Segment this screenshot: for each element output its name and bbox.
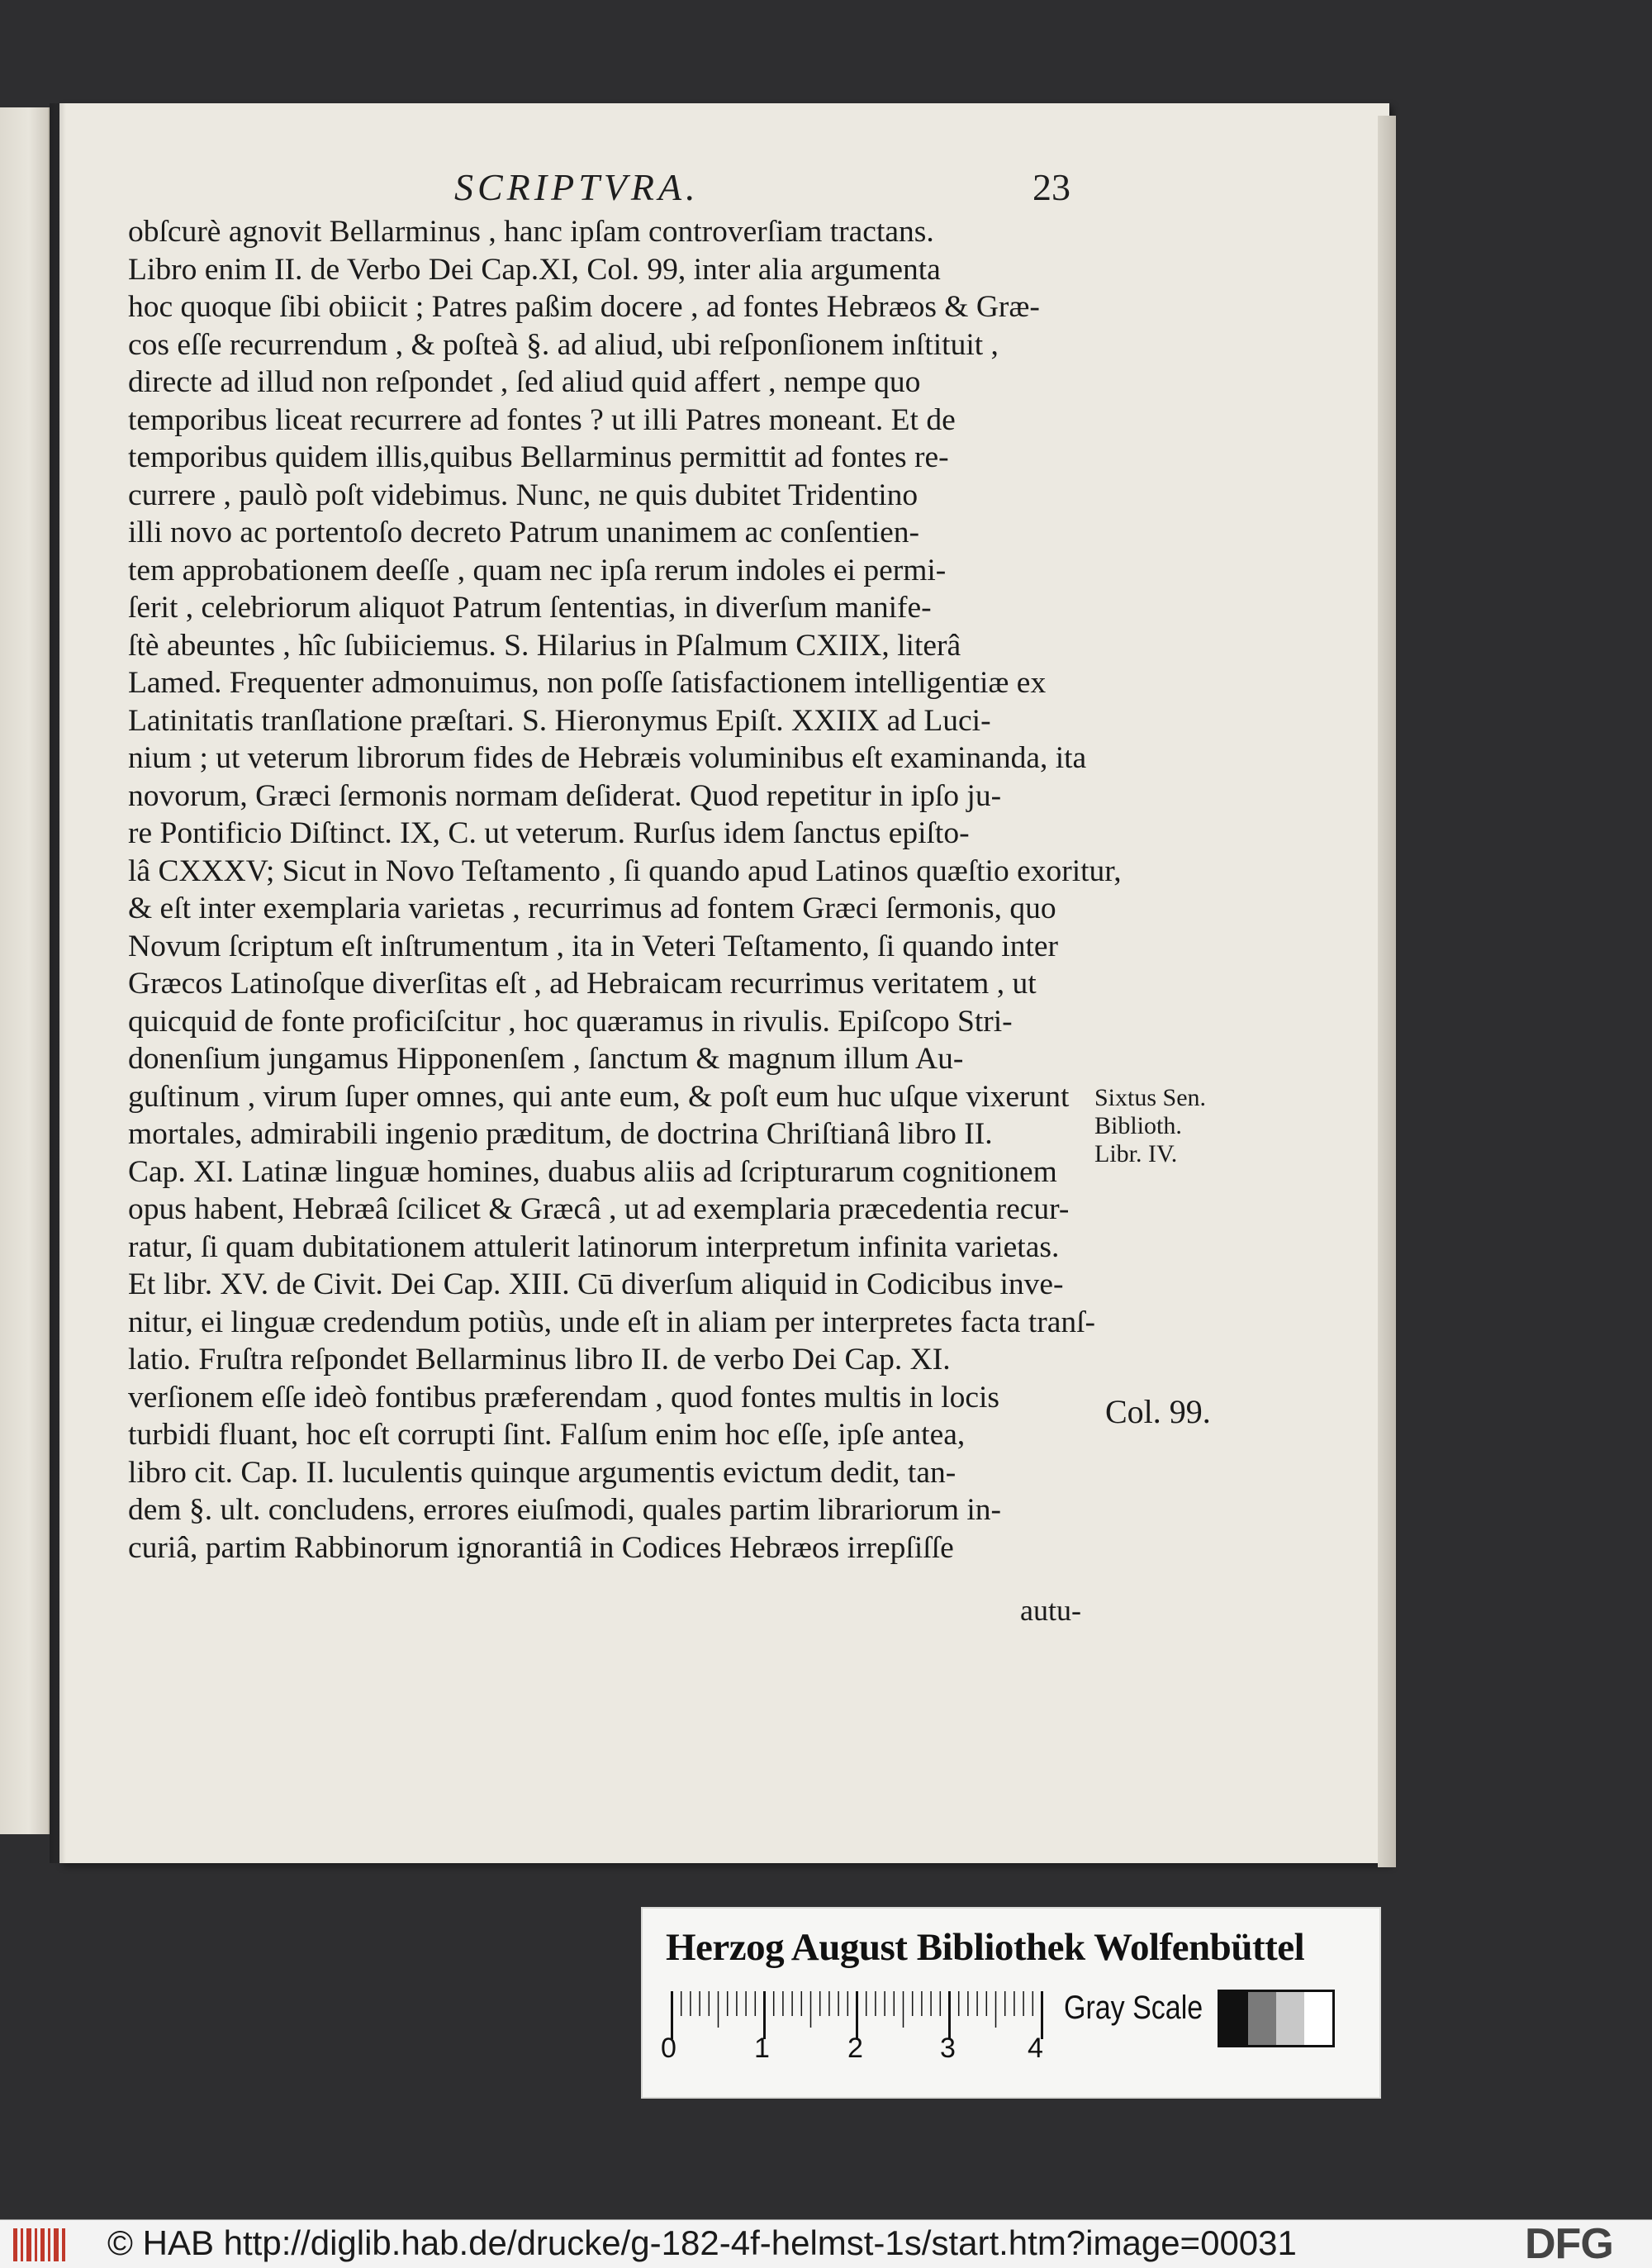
text-line: directe ad illud non reſpondet , ſed aliud quid affert , nempe quo bbox=[128, 365, 921, 399]
left-page-edge bbox=[0, 107, 50, 1834]
text-line: ſerit , celebriorum aliquot Patrum ſententias, in diverſum manife- bbox=[128, 591, 932, 625]
text-line: Latinitatis tranſlatione præſtari. S. Hieronymus Epiſt. XXIIX ad Luci- bbox=[128, 703, 991, 738]
margin-note-line: Biblioth. bbox=[1094, 1112, 1182, 1139]
text-line: Cap. XI. Latinæ linguæ homines, duabus aliis ad ſcripturarum cognitionem bbox=[128, 1154, 1057, 1189]
barcode-icon bbox=[12, 2227, 69, 2263]
gray-swatch bbox=[1248, 1992, 1276, 2045]
gutter-shadow bbox=[50, 103, 66, 1863]
margin-note-line: Sixtus Sen. bbox=[1094, 1084, 1207, 1111]
text-line: cos eſſe recurrendum , & poſteà §. ad aliud, ubi reſponſionem inſtituit , bbox=[128, 327, 999, 362]
footer-bar bbox=[0, 2219, 1652, 2268]
text-line: Libro enim II. de Verbo Dei Cap.XI, Col. 99, inter alia argumenta bbox=[128, 252, 941, 287]
text-line: illi novo ac portentoſo decreto Patrum unanimem ac conſentien- bbox=[128, 516, 920, 549]
page-edge bbox=[1378, 116, 1396, 1867]
text-line: obſcurè agnovit Bellarminus , hanc ipſam controverſiam tractans. bbox=[128, 215, 934, 249]
color-ruler-card bbox=[641, 1907, 1381, 2099]
text-line: turbidi fluant, hoc eſt corrupti ſint. Falſum enim hoc eſſe, ipſe antea, bbox=[128, 1418, 966, 1452]
text-line: nium ; ut veterum librorum fides de Hebræis voluminibus eſt examinanda, ita bbox=[128, 741, 1087, 775]
text-line: temporibus liceat recurrere ad fontes ? ut illi Patres moneant. Et de bbox=[128, 402, 956, 437]
scale-label: 0 bbox=[661, 2033, 676, 2064]
text-line: guſtinum , virum ſuper omnes, qui ante eum, & poſt eum huc uſque vixerunt bbox=[128, 1079, 1070, 1114]
text-line: hoc quoque ſibi obiicit ; Patres paßim docere , ad fontes Hebræos & Græ- bbox=[128, 290, 1040, 324]
footer-source-link[interactable]: © HAB http://diglib.hab.de/drucke/g-182-4f-helmst-1s/start.htm?image=00031 bbox=[107, 2223, 1297, 2262]
body-text bbox=[128, 213, 1122, 1567]
text-line: novorum, Græci ſermonis normam deſiderat. Quod repetitur in ipſo ju- bbox=[128, 778, 1002, 813]
text-line: mortales, admirabili ingenio præditum, de doctrina Chriſtianâ libro II. bbox=[128, 1117, 993, 1151]
text-line: lâ CXXXV; Sicut in Novo Teſtamento , ſi quando apud Latinos quæſtio exoritur, bbox=[128, 853, 1122, 888]
text-line: re Pontificio Diſtinct. IX, C. ut veterum. Rurſus idem ſanctus epiſto- bbox=[128, 816, 970, 850]
catchword: autu- bbox=[1020, 1594, 1081, 1627]
text-line: libro cit. Cap. II. luculentis quinque argumentis evictum dedit, tan- bbox=[128, 1455, 957, 1490]
text-line: ſtè abeuntes , hîc ſubiiciemus. S. Hilarius in Pſalmum CXIIX, literâ bbox=[128, 628, 961, 663]
page-header bbox=[124, 165, 1074, 215]
dfg-logo: DFG bbox=[1525, 2220, 1613, 2268]
gray-swatch bbox=[1220, 1992, 1248, 2045]
text-line: opus habent, Hebræâ ſcilicet & Græcâ , ut ad exemplaria præcedentia recur- bbox=[128, 1192, 1070, 1226]
text-line: donenſium jungamus Hipponenſem , ſanctum & magnum illum Au- bbox=[128, 1042, 964, 1076]
gray-scale-swatches bbox=[1218, 1990, 1335, 2047]
gray-swatch bbox=[1304, 1992, 1332, 2045]
text-line: Græcos Latinoſque diverſitas eſt , ad Hebraicam recurrimus veritatem , ut bbox=[128, 967, 1037, 1001]
text-line: dem §. ult. concludens, errores eiuſmodi, quales partim librariorum in- bbox=[128, 1493, 1002, 1527]
scale-label: 2 bbox=[847, 2033, 863, 2064]
text-line: ratur, ſi quam dubitationem attulerit latinorum interpretum infinita varietas. bbox=[128, 1229, 1060, 1264]
margin-note-line: Libr. IV. bbox=[1094, 1140, 1178, 1167]
text-line: Et libr. XV. de Civit. Dei Cap. XIII. Cū diverſum aliquid in Codicibus inve- bbox=[128, 1267, 1064, 1301]
scale-label: 3 bbox=[940, 2033, 956, 2064]
text-line: Lamed. Frequenter admonuimus, non poſſe ſatisfactionem intelligentiæ ex bbox=[128, 666, 1047, 700]
text-line: verſionem eſſe ideò fontibus præferendam , quod fontes multis in locis bbox=[128, 1380, 999, 1415]
text-line: currere , paulò poſt videbimus. Nunc, ne quis dubitet Tridentino bbox=[128, 478, 919, 512]
text-line: quicquid de fonte proficiſcitur , hoc quæramus in rivulis. Epiſcopo Stri- bbox=[128, 1004, 1013, 1039]
library-name: Herzog August Bibliothek Wolfenbüttel bbox=[666, 1926, 1305, 1969]
gray-scale-label: Gray Scale bbox=[1064, 1990, 1203, 2026]
text-line: curiâ, partim Rabbinorum ignorantiâ in Codices Hebræos irrepſiſſe bbox=[128, 1530, 954, 1565]
gray-swatch bbox=[1276, 1992, 1304, 2045]
text-line: & eſt inter exemplaria varietas , recurrimus ad fontem Græci ſermonis, quo bbox=[128, 892, 1056, 925]
margin-note-col: Col. 99. bbox=[1105, 1393, 1211, 1430]
text-line: latio. Fruſtra reſpondet Bellarminus libro II. de verbo Dei Cap. XI. bbox=[128, 1343, 951, 1376]
text-line: tem approbationem deeſſe , quam nec ipſa rerum indoles ei permi- bbox=[128, 553, 947, 587]
margin-note-sixtus bbox=[1094, 1084, 1206, 1168]
text-line: nitur, ei linguæ credendum potiùs, unde eſt in aliam per interpretes facta tranſ- bbox=[128, 1305, 1096, 1339]
page-number: 23 bbox=[1032, 166, 1070, 208]
scale-label: 1 bbox=[754, 2033, 770, 2064]
text-line: Novum ſcriptum eſt inſtrumentum , ita in Veteri Teſtamento, ſi quando inter bbox=[128, 929, 1058, 963]
scale-label: 4 bbox=[1028, 2033, 1043, 2064]
text-line: temporibus quidem illis,quibus Bellarminus permittit ad fontes re- bbox=[128, 440, 949, 474]
running-head: SCRIPTVRA. bbox=[454, 166, 700, 208]
